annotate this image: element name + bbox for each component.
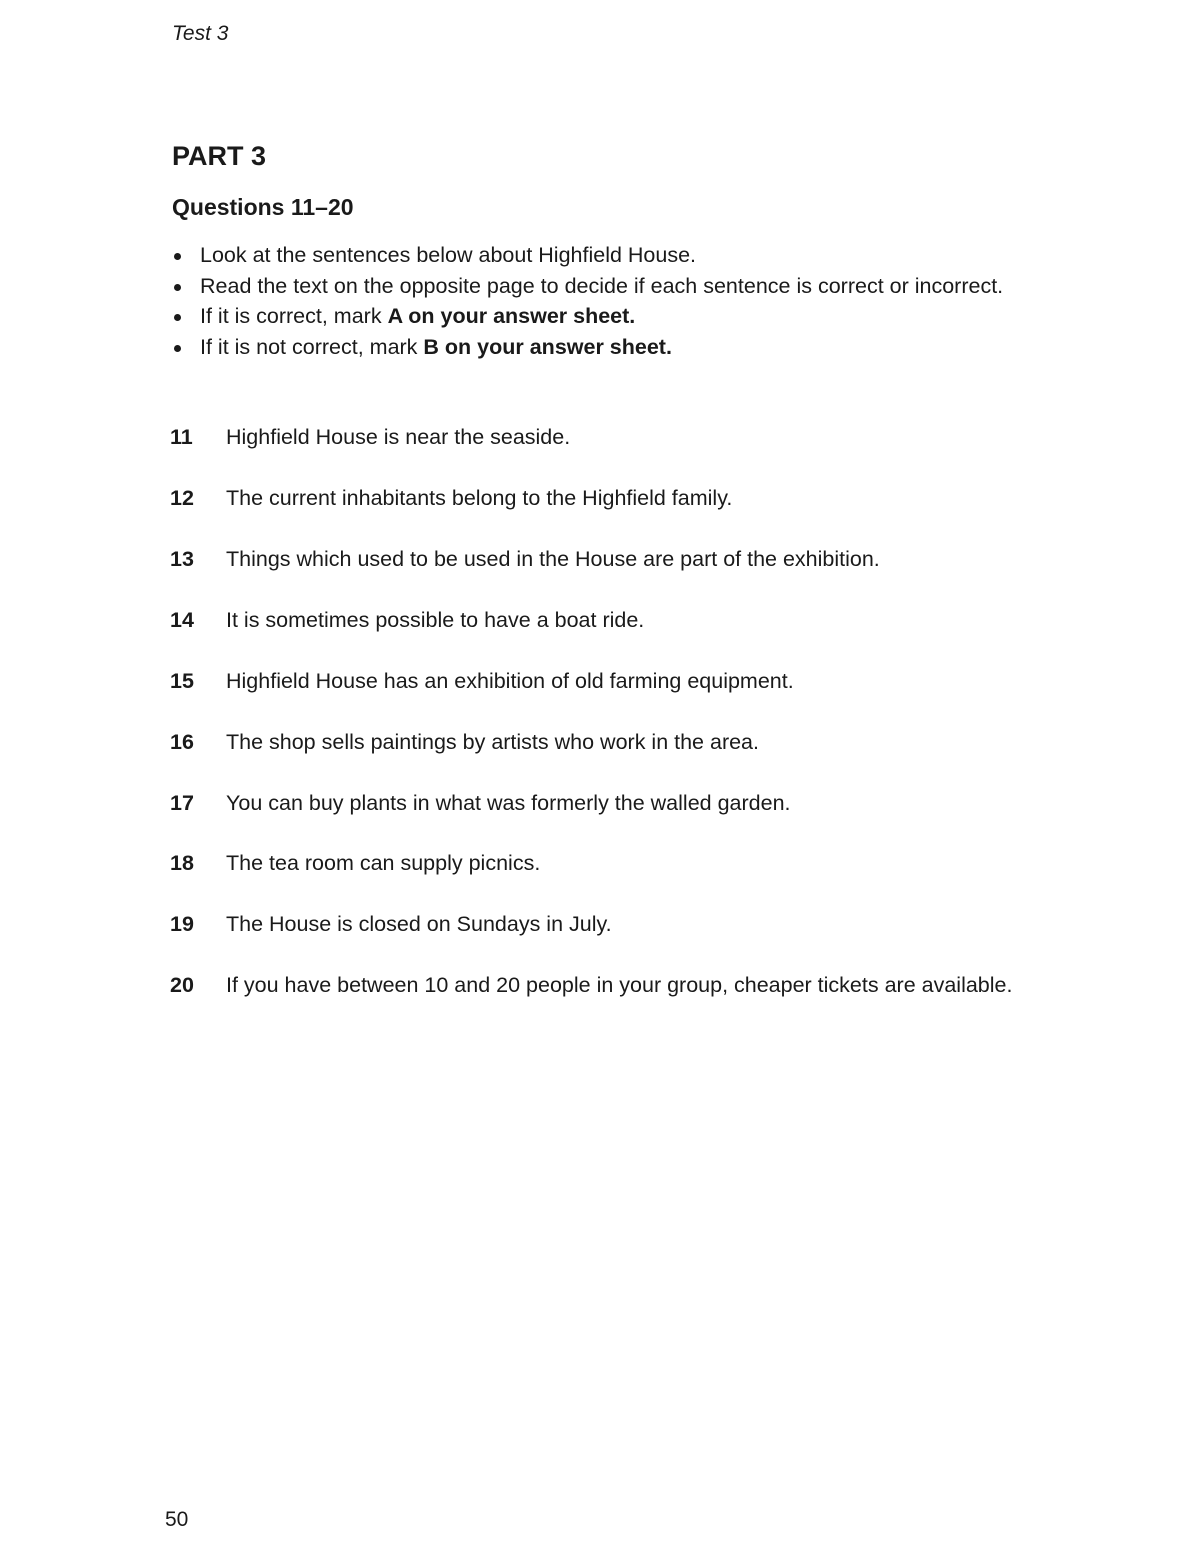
question-number: 13: [170, 547, 194, 571]
question-number: 11: [170, 425, 193, 449]
question-number: 20: [170, 973, 194, 997]
instruction-text: If it is correct, mark: [200, 304, 388, 329]
question-number: 15: [170, 669, 194, 693]
question-number: 12: [170, 486, 194, 510]
question-text: If you have between 10 and 20 people in your group, cheaper tickets are available.: [226, 973, 1013, 997]
question-text: The tea room can supply picnics.: [226, 851, 541, 875]
question-text: Things which used to be used in the House are part of the exhibition.: [226, 547, 880, 571]
instruction-emphasis: A on your answer sheet.: [387, 304, 636, 329]
page-number: 50: [165, 1508, 189, 1531]
question-item: [170, 605, 1030, 635]
question-item: [170, 788, 1030, 818]
question-item: [170, 544, 1030, 574]
question-text: The House is closed on Sundays in July.: [226, 912, 612, 936]
question-item: [170, 909, 1030, 939]
question-item: [170, 848, 1030, 878]
instruction-item: [172, 240, 1003, 271]
question-item: [170, 970, 1030, 1000]
questions-heading: Questions 11–20: [172, 194, 354, 220]
instructions-list: [172, 240, 1003, 363]
instruction-text: Look at the sentences below about Highfield House.: [200, 243, 697, 267]
question-text: The current inhabitants belong to the Highfield family.: [226, 486, 733, 510]
question-item: [170, 422, 1030, 452]
question-item: [170, 483, 1030, 513]
instruction-item: [172, 301, 1003, 332]
instruction-text: Read the text on the opposite page to decide if each sentence is correct or incorrect.: [200, 273, 1004, 298]
running-header: Test 3: [172, 22, 229, 45]
question-item: [170, 666, 1030, 696]
question-text: Highfield House has an exhibition of old farming equipment.: [226, 669, 794, 693]
part-title: PART 3: [172, 141, 267, 171]
question-text: The shop sells paintings by artists who work in the area.: [226, 730, 759, 754]
question-number: 16: [170, 730, 194, 754]
instruction-emphasis: B on your answer sheet.: [423, 335, 672, 360]
question-number: 14: [170, 608, 194, 632]
question-text: You can buy plants in what was formerly the walled garden.: [226, 791, 791, 815]
instruction-item: [172, 271, 1003, 302]
question-number: 18: [170, 851, 194, 875]
question-number: 19: [170, 912, 194, 936]
question-number: 17: [170, 791, 194, 815]
instruction-item: [172, 332, 1003, 363]
question-text: It is sometimes possible to have a boat ride.: [226, 608, 645, 632]
question-text: Highfield House is near the seaside.: [226, 425, 571, 449]
instruction-text: If it is not correct, mark: [200, 335, 424, 360]
question-item: [170, 727, 1030, 757]
